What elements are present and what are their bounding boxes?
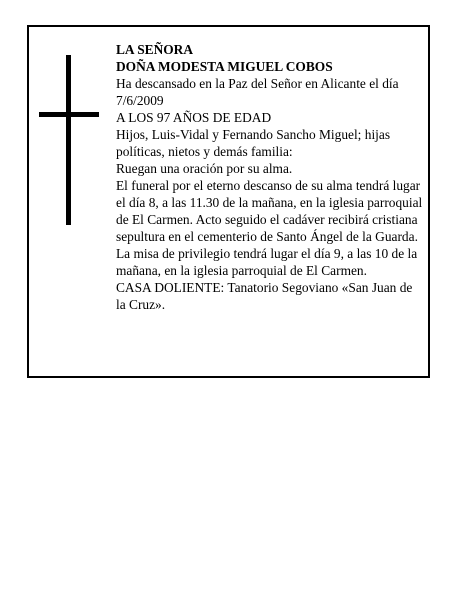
mourning-house: CASA DOLIENTE: Tanatorio Segoviano «San Juan de la Cruz».: [116, 280, 413, 312]
family-members: Hijos, Luis-Vidal y Fernando Sancho Miguel; hijas políticas, nietos y demás familia:: [116, 127, 391, 159]
funeral-info: El funeral por el eterno descanso de su alma tendrá lugar el día 8, a las 11.30 de la mañana, en la iglesia parroquial de El Carmen. Acto seguido el cadáver recibirá cristiana sepultura en el cementerio de Santo Ángel de la Guarda. La misa de privilegio tendrá lugar el día 9, a las 10 de la mañana, en la iglesia parroquial de El Carmen.: [116, 178, 423, 278]
cross-horizontal-bar: [39, 112, 99, 117]
notice-title-line1: LA SEÑORA: [116, 42, 194, 57]
obituary-notice: [27, 25, 430, 378]
prayer-request: Ruegan una oración por su alma.: [116, 161, 293, 176]
age-at-death: A LOS 97 AÑOS DE EDAD: [116, 110, 272, 125]
notice-text: [116, 41, 424, 313]
cross-vertical-bar: [66, 55, 71, 225]
latin-cross-icon: [39, 55, 99, 225]
death-statement: Ha descansado en la Paz del Señor en Alicante el día 7/6/2009: [116, 76, 399, 108]
deceased-name: DOÑA MODESTA MIGUEL COBOS: [116, 59, 333, 74]
